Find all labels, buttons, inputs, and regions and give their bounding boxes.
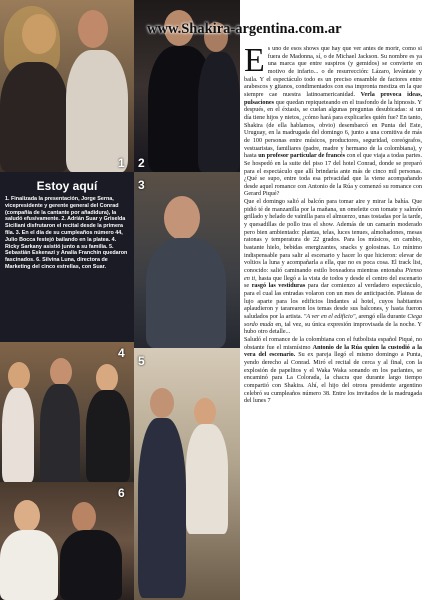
photo-5 [134, 348, 240, 600]
drop-cap: E [244, 46, 265, 79]
article-paragraph: Saludó el romance de la colombiana con el futbolista español Piqué, no obstante fue el mismísimo [244, 336, 422, 351]
article-paragraph: s uno de esos shows que hay que ver antes de morir, como si fuera de Madonna, sí, o de Michael Jackson. Su nombre es ya una marca que entre suspiros (y gemidos) se convierte en motivo de infarto... o de resurrección: Lázaro, levántate y baila. Y el espectáculo todo es un preciso ensamble de factores entre arabescos y gitanos, condimentados con esa impronta mestiza en la que siempre cae nuestra latinoamericanidad. [244, 46, 422, 98]
article-emphasis: un profesor particular de francés [258, 153, 345, 160]
article-paragraph: que quedan repiqueteando en el trasfondo de la hipnosis. Y después, en el éxtasis, se cuelan algunas preguntas desubicadas: si un día tiene hijos y nietos, ¿cómo hará para explicarles quién fue? En tanto, Shakira (de ella hablamos, obvio) desembarcó en Punta del Este, Uruguay, en la madrugada del domingo 6, junto a una comitiva de más de 100 personas entre músicos, productores, seguridad, coreógrafos, vestuaristas, familiares (padre, madre y hermano de la colombiana), y hasta [244, 99, 422, 160]
photo-number: 5 [138, 354, 145, 368]
article-paragraph: , hasta que llegó a la vista de todos y desde el centro del escenario se [244, 275, 422, 290]
article-emphasis: rasgó las vestiduras [251, 283, 306, 290]
photo-number: 3 [138, 178, 145, 192]
article-song-title: Ciega sordo muda [244, 313, 422, 328]
article-paragraph: para dar comienzo al verdadero espectáculo, para el cual las entradas volaron con un mes de anticipación. Plateas de lujo aparte para los edificios lindantes al hotel, cuyos habitantes aplaudieron y tararearon los temas desde sus balcones, y hasta fueron saludados por la artista. [244, 283, 422, 320]
article-quote: "A ver en el edificio" [303, 313, 356, 320]
article-paragraph: en, tal vez, su única expresión improvisada de la noche. Y hubo otro detalle... [244, 321, 422, 336]
article-song-title: Pienso en ti [244, 268, 422, 282]
article-emphasis: Antonio de la Rúa quien la custodió a la vera del escenario. [244, 344, 422, 359]
article-paragraph: con el que viaja a todas partes. Se hospedó en la suite del piso 17 del hotel Conrad, donde se preparó para el espectáculo que allí brindaría ante más de cinco mil personas. ¿Qué se supo, entre toda esa privacidad que la viene acompañando desde aquel romance con Antonio de la Rúa y comenzó su romance con Gerard Piqué? [244, 153, 422, 198]
photo-4 [0, 342, 134, 482]
article-paragraph: Su ex pareja llegó el mismo domingo a Punta, yendo derecho al Conrad. Miró el recital de cerca y al final, con la explosión de papelitos y el Waka Waka sonando en los parlantes, se encaminó para La Colorada, la chacra que durante largo tiempo compartió con Shakira. Ahí, el hijo del otrora presidente argentino celebró su cumpleaños número 38. Entre los invitados de la madrugada del lunes 7 [244, 352, 422, 405]
photo-number: 4 [118, 346, 125, 360]
article-paragraph: Que el domingo salió al balcón para tomar aire y mirar la bahía. Que pidió té de manzanilla por la mañana, un omelette con tomate y salmón grillado y helado de vainilla para el almuerzo, unas tostadas por la tarde, y quesadillas de pollo tras el show. Además de un camarín moderado pero bien ambientado: plantas, telas, luces tenues, almohadones, mesas ratonas y temperatura de 22 grados. Para los músicos, en cambio, bastante hielo, bebidas energizantes, snacks y golosinas. Lo mínimo indispensable para salir al escenario y hacer lo que hicieron: elevar de voltios la luna y acompañarla a ella, que no es poca cosa. El track list, conocido: salió caminando estilo boxeadora mientras entonaba [244, 199, 422, 275]
article-body [244, 46, 422, 594]
photo-6 [0, 482, 134, 600]
photo-number: 1 [118, 156, 125, 170]
photo-number: 6 [118, 486, 125, 500]
caption-box [0, 172, 134, 342]
photo-1 [0, 0, 134, 172]
article-paragraph: , arengó ella durante [355, 313, 406, 320]
caption-text: 1. Finalizada la presentación, Jorge Serna, vicepresidente y gerente general del Conrad (compañía de la cantante por añadidura), la saludó efusivamente. 2. Adrián Suar y Griselda Siciliani disfrutaron el recital desde la primera fila. 3. En el día de su cumpleaños número 44, Julio Bocca festejó bailando en la platea. 4. Ricky Sarkany asistió junto a su familia. 5. Sebastián Eskenazi y Analía Franchín quedaron fascinados. 6. Silvina Luna, directora de Marketing del cinco estrellas, con Suar. [5, 196, 128, 270]
caption-title: Estoy aquí [36, 179, 98, 193]
photo-number: 2 [138, 156, 145, 170]
watermark-text: www.Shakira-argentina.com.ar [147, 21, 342, 37]
photo-3 [134, 172, 240, 348]
article-emphasis: Verla provoca ideas, pulsaciones [244, 91, 422, 106]
